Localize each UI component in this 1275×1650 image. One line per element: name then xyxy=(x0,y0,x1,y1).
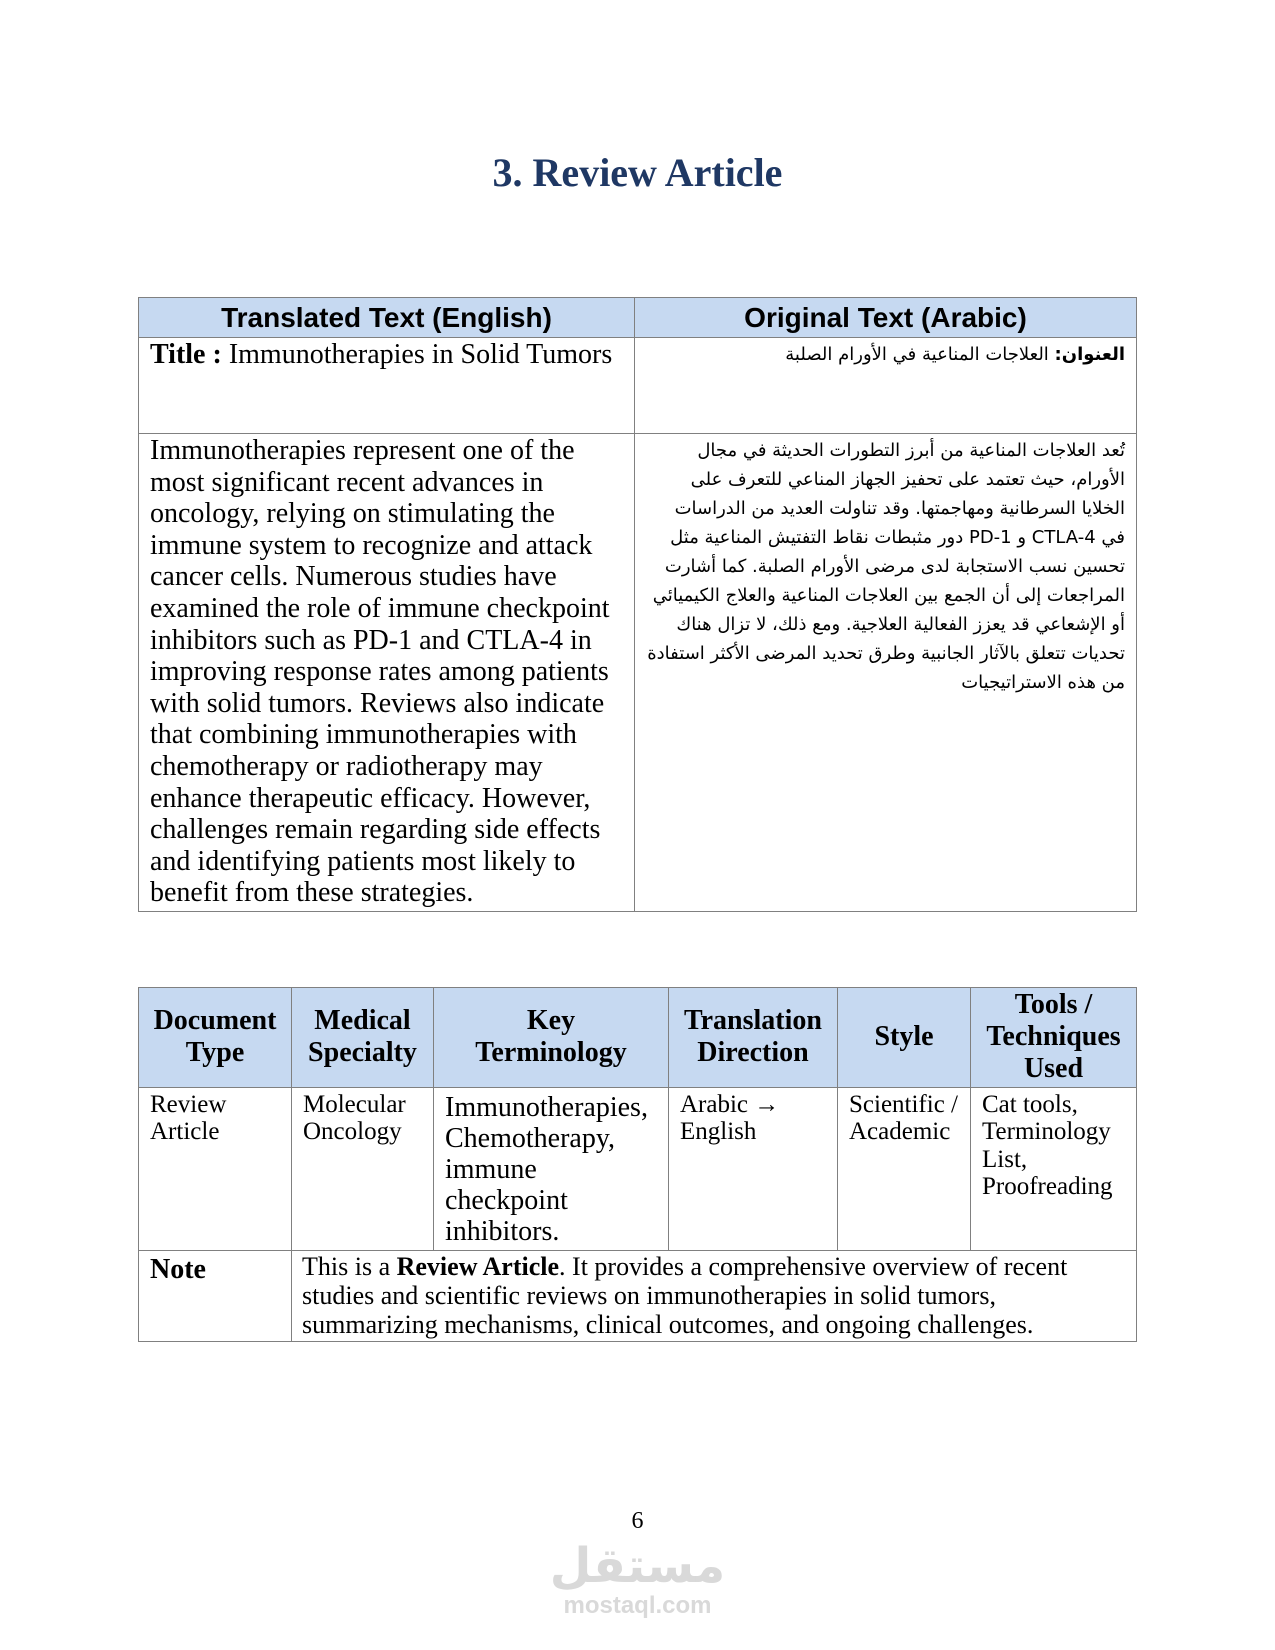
medical-specialty-value: Molecular Oncology xyxy=(292,1087,434,1250)
details-value-row xyxy=(139,1087,1137,1250)
title-label: Title : xyxy=(150,339,222,370)
page-content xyxy=(138,297,1136,1342)
english-title-cell xyxy=(139,338,635,434)
details-table xyxy=(138,987,1137,1342)
english-body-cell xyxy=(139,434,635,912)
note-text-bold: Review Article xyxy=(396,1251,560,1281)
body-row xyxy=(139,434,1137,912)
arabic-body-cell xyxy=(635,434,1137,912)
arabic-title-cell xyxy=(635,338,1137,434)
english-title xyxy=(139,338,634,373)
watermark-site: mostaql.com xyxy=(563,1592,712,1619)
medical-specialty-header: Medical Specialty xyxy=(292,987,434,1087)
details-header-row xyxy=(139,987,1137,1087)
key-terminology-value: Immunotherapies, Chemotherapy, immune checkpoint inhibitors. xyxy=(434,1087,669,1250)
tools-techniques-value: Cat tools, Terminology List, Proofreading xyxy=(971,1087,1137,1250)
arabic-title-label: العنوان: xyxy=(1054,344,1125,365)
note-label: Note xyxy=(139,1250,292,1341)
english-body-text: Immunotherapies represent one of the most significant recent advances in oncology, relying on stimulating the immune system to recognize and attack cancer cells. Numerous studies have examined the role of immune checkpoint inhibitors such as PD-1 and CTLA-4 in improving response rates among patients with solid tumors. Reviews also indicate that combining immunotherapies with chemotherapy or radiotherapy may enhance therapeutic efficacy. However, challenges remain regarding side effects and identifying patients most likely to benefit from these strategies. xyxy=(150,435,610,909)
translation-direction-value: Arabic → English xyxy=(669,1087,838,1250)
translation-direction-header: Translation Direction xyxy=(669,987,838,1087)
key-terminology-header: Key Terminology xyxy=(434,987,669,1087)
section-title: 3. Review Article xyxy=(492,150,783,195)
watermark-logo: مستقل xyxy=(549,1538,726,1594)
document-type-value: Review Article xyxy=(139,1087,292,1250)
note-text-before: This is a xyxy=(302,1251,391,1281)
arabic-body-text: تُعد العلاجات المناعية من أبرز التطورات الحديثة في مجال الأورام، حيث تعتمد على تحفيز الجهاز المناعي للتعرف على الخلايا السرطانية ومهاجمتها. وقد تناولت العديد من الدراسات دور مثبطات نقاط التفتيش المناعية مثل PD-1 و CTLA-4 في تحسين نسب الاستجابة لدى مرضى الأورام الصلبة. كما أشارت المراجعات إلى أن الجمع بين العلاجات المناعية والعلاج الكيميائي أو الإشعاعي قد يعزز الفعالية العلاجية. ومع ذلك، لا تزال هناك تحديات تتعلق بالآثار الجانبية وطرق تحديد المرضى الأكثر استفادة من هذه الاستراتيجيات xyxy=(647,440,1125,693)
translation-table xyxy=(138,297,1137,912)
arabic-title xyxy=(635,338,1136,371)
document-type-header: Document Type xyxy=(139,987,292,1087)
original-text-header: Original Text (Arabic) xyxy=(635,298,1137,338)
title-value: Immunotherapies in Solid Tumors xyxy=(228,339,613,370)
translated-text-header: Translated Text (English) xyxy=(139,298,635,338)
note-row xyxy=(139,1250,1137,1341)
arabic-title-value: العلاجات المناعية في الأورام الصلبة xyxy=(785,344,1049,365)
note-text-after: . It provides a comprehensive overview of recent studies and scientific reviews on immunotherapies in solid tumors, summarizing mechanisms, clinical outcomes, and ongoing challenges. xyxy=(302,1251,1068,1339)
page-number: 6 xyxy=(631,1508,644,1534)
tools-techniques-header: Tools / Techniques Used xyxy=(971,987,1137,1087)
style-value: Scientific / Academic xyxy=(838,1087,971,1250)
note-text xyxy=(292,1250,1137,1341)
translation-header-row xyxy=(139,298,1137,338)
title-row xyxy=(139,338,1137,434)
style-header: Style xyxy=(838,987,971,1087)
